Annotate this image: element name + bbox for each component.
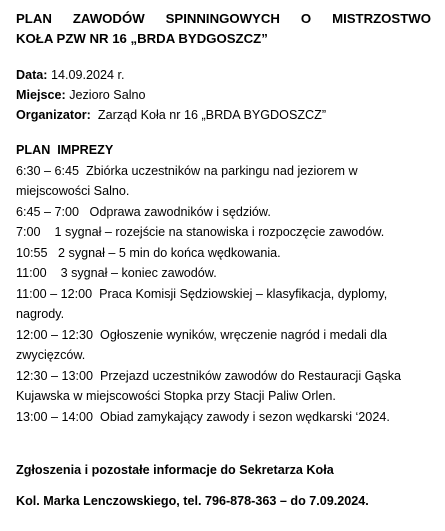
plan-text: Zbiórka uczestników na parkingu nad jeziorem w miejscowości Salno.	[16, 163, 358, 198]
event-plan	[16, 140, 431, 427]
meta-label: Organizator:	[16, 108, 91, 122]
plan-text: Praca Komisji Sędziowskiej – klasyfikacja, dyplomy, nagrody.	[16, 286, 388, 321]
document-title	[16, 9, 431, 49]
plan-time: 12:30 – 13:00	[16, 368, 101, 383]
meta-value: 14.09.2024 r.	[47, 68, 125, 82]
plan-time: 11:00	[16, 266, 61, 280]
title-word: PLAN	[16, 11, 52, 26]
title-word: O	[300, 11, 312, 26]
plan-row	[16, 407, 431, 428]
plan-text: Odprawa zawodników i sędziów.	[89, 204, 271, 219]
meta-label: Miejsce:	[16, 88, 66, 102]
plan-row	[16, 325, 431, 366]
plan-time: 7:00	[16, 225, 55, 239]
footer-contact-line-1: Zgłoszenia i pozostałe informacje do Sekretarza Koła	[16, 463, 334, 477]
plan-text: 3 sygnał – koniec zawodów.	[60, 266, 217, 280]
plan-heading: PLAN IMPREZY	[16, 143, 114, 157]
plan-row	[16, 366, 431, 407]
plan-text: 1 sygnał – rozejście na stanowiska i rozpoczęcie zawodów.	[54, 225, 385, 239]
plan-time: 12:00 – 12:30	[16, 327, 101, 342]
title-line-1	[16, 9, 431, 29]
meta-organizer	[16, 105, 326, 125]
plan-row	[16, 284, 431, 325]
meta-label: Data:	[16, 68, 48, 82]
meta-place	[16, 85, 326, 105]
title-word: SPINNINGOWYCH	[165, 11, 280, 26]
plan-row	[16, 263, 431, 284]
plan-text: Ogłoszenie wyników, wręczenie nagród i medali dla zwycięzców.	[16, 327, 388, 362]
meta-date	[16, 65, 326, 85]
plan-text: Przejazd uczestników zawodów do Restauracji Gąska Kujawska w miejscowości Stopka przy Stacji Paliw Orlen.	[16, 368, 402, 403]
plan-time: 6:30 – 6:45	[16, 163, 87, 178]
plan-row	[16, 222, 431, 243]
plan-time: 10:55	[16, 245, 59, 260]
plan-text: Obiad zamykający zawody i sezon wędkarski ‘2024.	[100, 409, 390, 424]
event-meta	[16, 65, 326, 125]
meta-value: Jezioro Salno	[65, 88, 146, 102]
plan-row	[16, 243, 431, 264]
plan-row	[16, 202, 431, 223]
plan-time: 11:00 – 12:00	[16, 286, 100, 301]
title-word: MISTRZOSTWO	[332, 11, 431, 26]
footer-contact-line-2: Kol. Marka Lenczowskiego, tel. 796-878-363 – do 7.09.2024.	[16, 494, 369, 508]
title-word: ZAWODÓW	[72, 11, 145, 26]
title-line-2: KOŁA PZW NR 16 „BRDA BYDGOSZCZ”	[16, 31, 268, 46]
plan-time: 6:45 – 7:00	[16, 204, 90, 219]
plan-time: 13:00 – 14:00	[16, 409, 101, 424]
meta-value: Zarząd Koła nr 16 „BRDA BYGDOSZCZ”	[90, 108, 327, 122]
plan-row	[16, 161, 431, 202]
plan-text: 2 sygnał – 5 min do końca wędkowania.	[58, 245, 281, 260]
